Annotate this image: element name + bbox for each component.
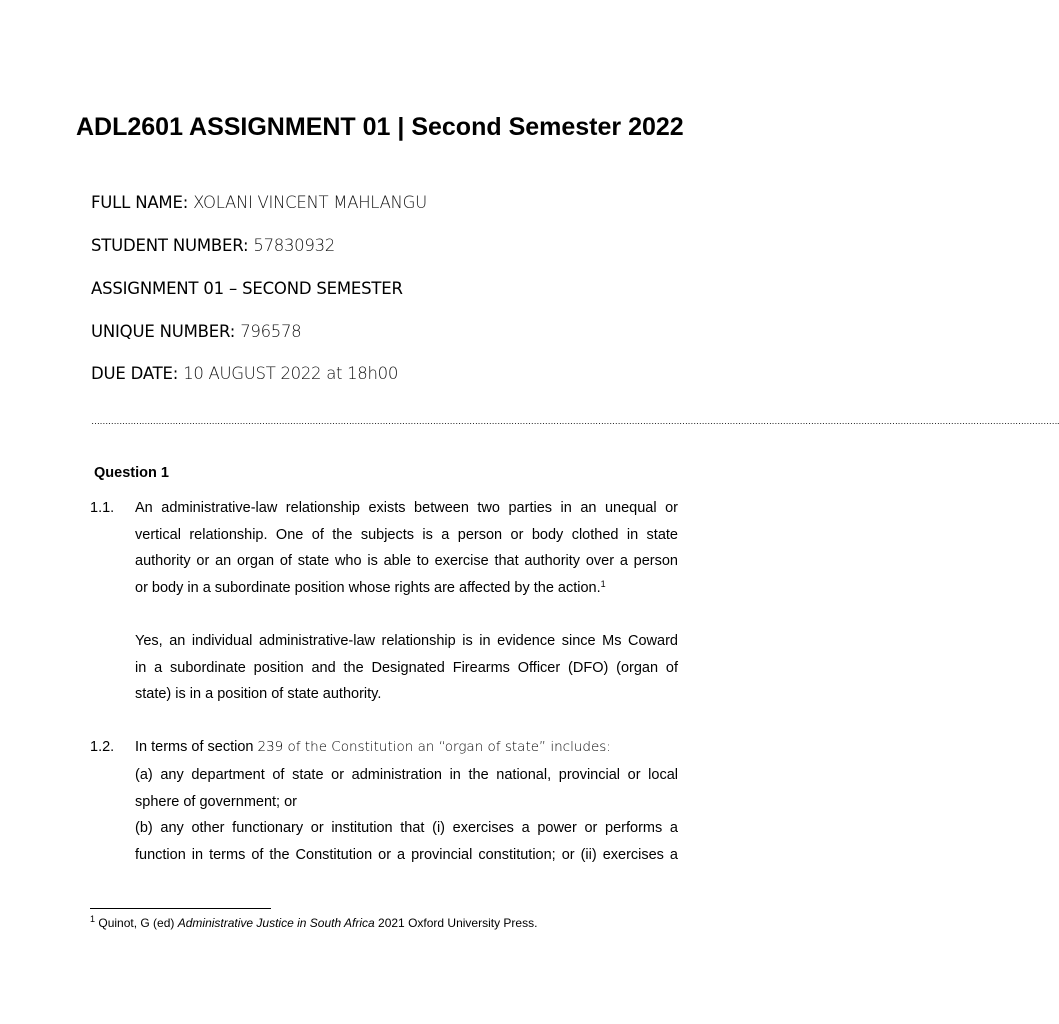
due-date-value: 10 AUGUST 2022 at 18h00 <box>183 364 399 383</box>
footnote-rest: 2021 Oxford University Press. <box>374 916 538 930</box>
q1-1-line-4 <box>135 575 678 602</box>
due-date-line <box>91 362 731 386</box>
full-name-label: FULL NAME: <box>91 193 189 212</box>
footnote-author: Quinot, G (ed) <box>98 916 178 930</box>
full-name-line <box>91 191 731 215</box>
unique-number-value: 796578 <box>240 322 302 341</box>
unique-number-line <box>91 320 731 344</box>
q1-2-line-a: (a) any department of state or administration in the national, provincial or local <box>135 767 678 783</box>
q1-1-p2-line-1: Yes, an individual administrative-law relationship is in evidence since Ms Coward <box>135 633 678 649</box>
q1-1-line-3: authority or an organ of state who is able to exercise that authority over a person <box>135 553 678 569</box>
footnote-reference[interactable]: 1 <box>600 578 606 589</box>
question-number-1-2: 1.2. <box>90 739 115 755</box>
q1-2-line-b: (b) any other functionary or institution that (i) exercises a power or performs a <box>135 820 678 836</box>
full-name-value: XOLANI VINCENT MAHLANGU <box>193 193 427 212</box>
q1-2-line-b2: function in terms of the Constitution or a provincial constitution; or (ii) exercises a <box>135 846 678 863</box>
q1-2-intro-b: 239 of the Constitution an “organ of state” includes: <box>257 739 611 755</box>
q1-1-line-1: An administrative-law relationship exists between two parties in an unequal or <box>135 500 678 516</box>
q1-1-p2-line-3: state) is in a position of state authority. <box>135 686 382 702</box>
document-title: ADL2601 ASSIGNMENT 01 | Second Semester 2022 <box>76 113 684 141</box>
assignment-label: ASSIGNMENT 01 – SECOND SEMESTER <box>91 279 403 298</box>
q1-1-line-4-text: or body in a subordinate position whose rights are affected by the action. <box>135 579 601 596</box>
footnote-marker: 1 <box>90 914 96 924</box>
footnote-book-title: Administrative Justice in South Africa <box>177 916 375 930</box>
student-number-line <box>91 234 731 258</box>
due-date-label: DUE DATE: <box>91 364 179 383</box>
assignment-line <box>91 277 731 301</box>
footnote <box>90 914 537 932</box>
q1-1-line-2: vertical relationship. One of the subjects is a person or body clothed in state <box>135 526 678 543</box>
question-number-1-1: 1.1. <box>90 500 115 516</box>
footnote-divider <box>90 908 271 909</box>
q1-2-intro <box>135 734 678 761</box>
unique-number-label: UNIQUE NUMBER: <box>91 322 236 341</box>
question-heading: Question 1 <box>94 465 169 481</box>
q1-2-line-a2: sphere of government; or <box>135 793 298 810</box>
dotted-separator: …………………………………………………………………………………………………………………………………………………………………………………………………………………………………………………………………………………………………………………. <box>91 416 1059 426</box>
q1-2-intro-a: In terms of section <box>135 739 258 755</box>
student-number-label: STUDENT NUMBER: <box>91 236 249 255</box>
student-number-value: 57830932 <box>253 236 335 255</box>
q1-1-p2-line-2: in a subordinate position and the Designated Firearms Officer (DFO) (organ of <box>135 659 678 676</box>
